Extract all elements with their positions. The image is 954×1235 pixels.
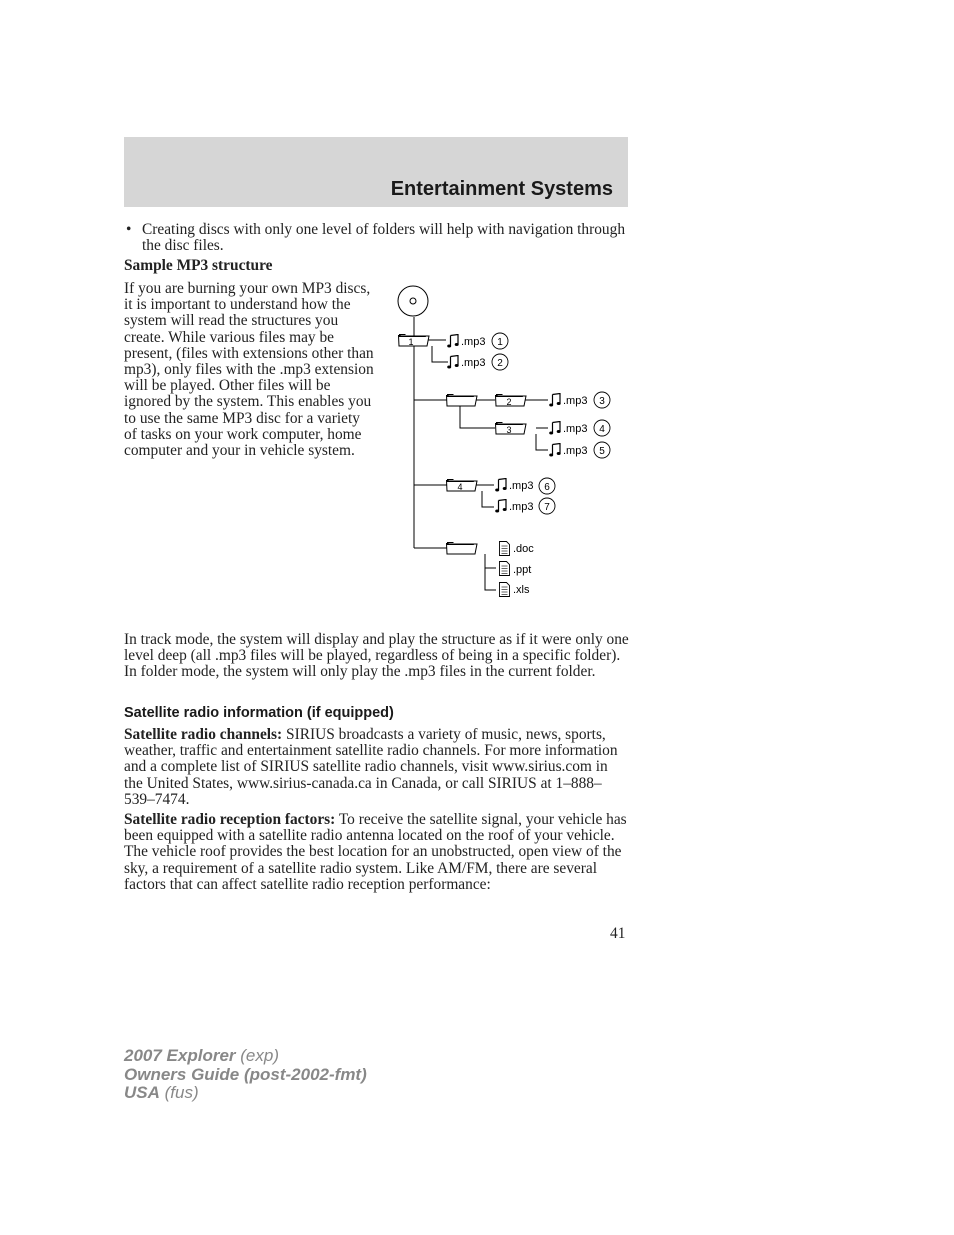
music-note-icon [495,479,507,492]
satellite-reception-label: Satellite radio reception factors: [124,811,336,828]
xls-file [500,583,531,597]
folder-label-3: 3 [506,425,512,435]
svg-text:.mp3: .mp3 [461,357,486,369]
folder-icon-unlabeled-a [447,394,478,406]
music-file-4 [549,420,610,436]
svg-text:.mp3: .mp3 [509,480,534,492]
folder-icon-4 [447,479,478,492]
page-title: Entertainment Systems [390,178,613,200]
bullet-text: Creating discs with only one level of folders will help with navigation through the disc files. [142,221,626,255]
folder-icon-3 [496,422,527,435]
svg-text:2: 2 [497,358,503,369]
svg-text:5: 5 [599,446,605,457]
doc-file [500,542,535,556]
folder-icon-1 [399,334,430,347]
section-heading-mp3: Sample MP3 structure [124,257,273,274]
footer-line-2: Owners Guide (post-2002-fmt) [124,1064,367,1084]
music-note-icon [549,422,561,435]
track-mode-paragraph: In track mode, the system will display and play the structure as if it were only one level deep (all .mp3 files will be played, regardless of being in a specific folder). In folder mode, the system will only play the .mp3 files in the current folder. [124,631,629,681]
bullet-marker: • [126,221,132,238]
music-file-3 [549,392,610,408]
satellite-channels-label: Satellite radio channels: [124,726,283,743]
svg-text:.mp3: .mp3 [563,395,588,407]
page-number: 41 [610,925,626,942]
mp3-intro-paragraph: If you are burning your own MP3 discs, it is important to understand how the system will read the structures you create. While various files may be present, (files with extensions other than mp3), only files with the .mp3 extension will be played. Other files will be ignored by the system. This enables you to use the same MP3 disc for a variety of tasks on your work computer, home computer and your in vehicle system. [124,280,374,460]
svg-text:.ppt: .ppt [513,564,532,576]
music-file-5 [549,442,610,458]
svg-text:4: 4 [599,424,605,435]
root-disc-icon [398,286,428,316]
music-note-icon [549,444,561,457]
svg-text:.mp3: .mp3 [563,445,588,457]
footer [124,1047,367,1103]
svg-text:.mp3: .mp3 [461,336,486,348]
satellite-reception-paragraph [124,812,630,893]
header-bar [124,137,628,207]
satellite-channels-paragraph [124,727,630,808]
ppt-file [500,562,532,577]
document-icon [500,542,510,556]
document-icon [500,583,510,597]
music-file-2 [447,354,508,370]
music-note-icon [447,335,459,348]
music-file-1 [447,333,508,349]
music-file-7 [495,498,555,514]
footer-line-1: 2007 Explorer (exp) [124,1046,279,1065]
music-note-icon [447,356,459,369]
mp3-structure-diagram [380,280,630,600]
svg-text:.mp3: .mp3 [563,423,588,435]
music-note-icon [495,500,507,513]
svg-text:.mp3: .mp3 [509,501,534,513]
footer-line-3: USA (fus) [124,1083,199,1102]
svg-text:.xls: .xls [513,584,530,596]
svg-text:.doc: .doc [513,543,534,555]
music-note-icon [549,394,561,407]
folder-icon-2 [496,394,527,407]
svg-text:7: 7 [544,502,550,513]
satellite-channels-text: SIRIUS broadcasts a variety of music, news, sports, weather, traffic and entertainment satellite radio channels. For more information and a complete list of SIRIUS satellite radio channels, visit www.sirius.com in the United States, www.sirius-canada.ca in Canada, or call SIRIUS at 1–888–539–7474. [124,726,618,808]
svg-text:6: 6 [544,482,550,493]
satellite-heading: Satellite radio information (if equipped) [124,705,394,721]
document-icon [500,562,510,576]
folder-label-4: 4 [457,482,463,492]
svg-text:1: 1 [497,337,503,348]
music-file-6 [495,478,555,494]
satellite-reception-text: To receive the satellite signal, your vehicle has been equipped with a satellite radio antenna located on the roof of your vehicle. The vehicle roof provides the best location for an unobstructed, open view of the sky, a requirement of a satellite radio system. Like AM/FM, there are several factors that can affect satellite radio reception performance: [124,811,627,893]
folder-label-1: 1 [408,337,414,347]
folder-label-2: 2 [506,397,512,407]
svg-text:3: 3 [599,396,605,407]
folder-icon-unlabeled-b [447,542,478,554]
